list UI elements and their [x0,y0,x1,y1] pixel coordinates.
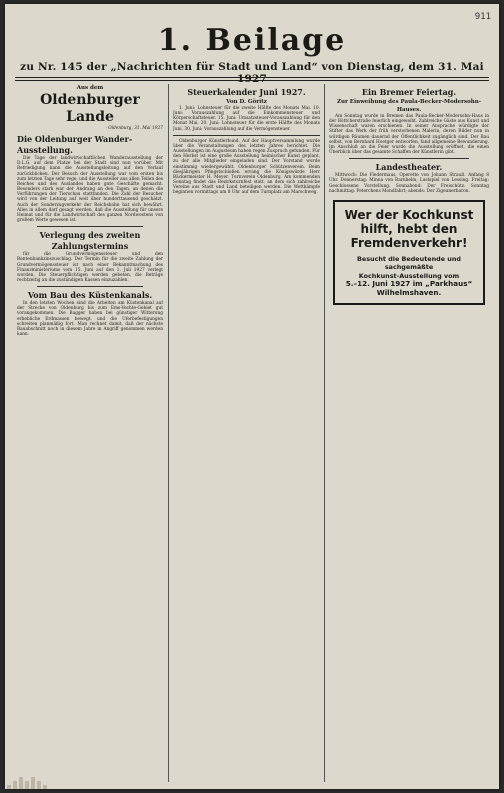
column-left [17,84,163,782]
supplement-title: 1. Beilage [157,23,347,58]
article-divider [173,135,320,136]
column-right [329,84,489,782]
article-body: Mittwoch: Die Fledermaus, Operette von Johann Strauß. Anfang 8 Uhr. Donnerstag: Minna von Barnhelm, Lustspiel von Lessing. Freitag: Geschlossene Vorstellung. Sonnabend: Der Freischütz. Sonntag nachmittag: Peterchens Mondfahrt; abends: Der Zigeunerbaron. [329,173,489,194]
article-title: Landestheater. [375,162,443,173]
column-divider [168,84,169,782]
header-rule [15,77,489,78]
newspaper-page [5,4,499,789]
article-title: Ein Bremer Feiertag. [361,87,457,97]
article-body: Oldenburger Künstlerbund. Auf der Hauptversammlung wurde über die Veranstaltungen des letzten Jahres berichtet. Die Ausstellungen im Augusteum haben regen Zuspruch gefunden. Für den Herbst ist eine große Ausstellung heimischer Kunst geplant, zu der alle Mitglieder eingeladen sind. Der Vorstand wurde einstimmig wiedergewählt. Oldenburger Schützenverein. Beim diesjährigen Pfingstschießen errang die Königswürde Herr Bäckermeister H. Meyer. Turnverein Oldenburg. Am kommenden Sonntag findet das Bezirksturnfest statt, an dem sich zahlreiche Vereine aus Stadt und Land beteiligen werden. Die Wettkämpfe beginnen vormittags um 8 Uhr auf dem Turnplatz am Marschweg. [173,138,320,196]
regional-headline: Oldenburger Lande [40,92,140,125]
article-divider [37,226,143,227]
ad-line: Wilhelmshaven. [376,287,442,297]
article-divider [349,158,469,159]
article-divider [37,286,143,287]
column-middle [173,84,320,782]
article-title: Steuerkalender Juni 1927. [187,87,306,97]
article-body: Am Sonntag wurde in Bremen das Paula-Becker-Modersohn-Haus in der Böttcherstraße feierlich eingeweiht. Zahlreiche Gäste aus Kunst und Wissenschaft waren erschienen. In seiner Ansprache würdigte der Stifter das Werk der früh verstorbenen Malerin, deren Bilder nun in würdigen Räumen dauernd der Öffentlichkeit zugänglich sind. Der Bau selbst, von Bernhard Hoetger entworfen, fand allgemeine Bewunderung. Im Anschluß an die Feier wurde die Ausstellung eröffnet, die einen Überblick über das gesamte Schaffen der Künstlerin gibt. [329,114,489,156]
supplement-subtitle: zu Nr. 145 der „Nachrichten für Stadt und Land“ von Dienstag, dem 31. Mai 1927 [20,61,484,85]
article-title: Vom Bau des Küstenkanals. [27,290,153,301]
article-body: 1. Juni: Lohnsteuer für die zweite Hälfte des Monats Mai. 10. Juni: Vorauszahlung auf die Einkommensteuer und Körperschaftsteuer. 15. Juni: Umsatzsteuer-Vorauszahlung für den Monat Mai. 20. Juni: Lohnsteuer für die erste Hälfte des Monats Juni. 30. Juni: Vorauszahlung auf die Vermögensteuer. [173,106,320,132]
ad-line: 5.–12. Juni 1927 im „Parkhaus“ [345,279,473,289]
ad-headline: Wer der Kochkunst hilft, hebt den Fremdenverkehr! [344,207,474,250]
ad-body [341,255,477,298]
article-body: Die Tage der landwirtschaftlichen Wanderausstellung der D.L.G. auf dem Platze bei der Stadt sind nun vorüber. Mit Befriedigung kann die Ausstellungsleitung auf den Verlauf zurückblicken. Der Besuch der Ausstellung war vom ersten bis zum letzten Tage sehr rege, und die Aussteller aus allen Teilen des Reiches und des Auslandes haben gute Geschäfte gemacht. Besonders stark war der Andrang an den Tagen, an denen die Vorführungen der Tierschau stattfanden. Die Zahl der Besucher wird von der Leitung auf weit über hunderttausend geschätzt. Auch der Sonderzugverkehr der Reichsbahn hat sich bewährt. Alles in allem darf gesagt werden, daß die Ausstellung für unsere Heimat und für die Landwirtschaft des ganzen Nordwestens von großem Werte gewesen ist. [17,156,163,224]
ad-line: Besucht die Bedeutende und sachgemäßte [357,254,461,272]
page-number: 911 [474,12,491,22]
supplement-header [5,24,499,85]
library-logo-icon [7,775,73,789]
dateline: · Oldenburg, 31. Mai 1927 [105,126,163,131]
article-body: für die Grundvermögenssteuer und den Rentenbankzinszuschlag. Der Termin für die zweite Zahlung der Grundvermögenssteuer ist nach einer Bekanntmachung des Finanzministeriums vom 15. Juni auf den 1. Juli 1927 verlegt worden. Die Steuerpflichtigen werden gebeten, die Beträge rechtzeitig an die zuständigen Kassen einzuzahlen. [17,252,163,283]
column-divider [324,84,325,782]
ad-line: Kochkunst-Ausstellung vom [358,271,460,280]
section-kicker: Aus dem [76,85,104,91]
article-title: Verlegung des zweiten Zahlungstermins [39,230,141,252]
article-title: Die Oldenburger Wander-Ausstellung. [17,134,133,156]
article-body: In den letzten Wochen sind die Arbeiten am Küstenkanal auf der Strecke von Oldenburg bis zum Ems-Vechte-Gebiet gut vorangekommen. Die Bagger haben bei günstiger Witterung erhebliche Erdmassen bewegt, und die Uferbefestigungen schreiten planmäßig fort. Man rechnet damit, daß der nächste Bauabschnitt noch in diesem Jahre in Angriff genommen werden kann. [17,301,163,338]
article-byline: Von D. Göritz [226,99,267,105]
article-subtitle: Zur Einweihung des Paula-Becker-Modersohn-Hauses. [336,99,482,113]
header-rule-thin [15,80,489,81]
advertisement-box [333,200,485,306]
